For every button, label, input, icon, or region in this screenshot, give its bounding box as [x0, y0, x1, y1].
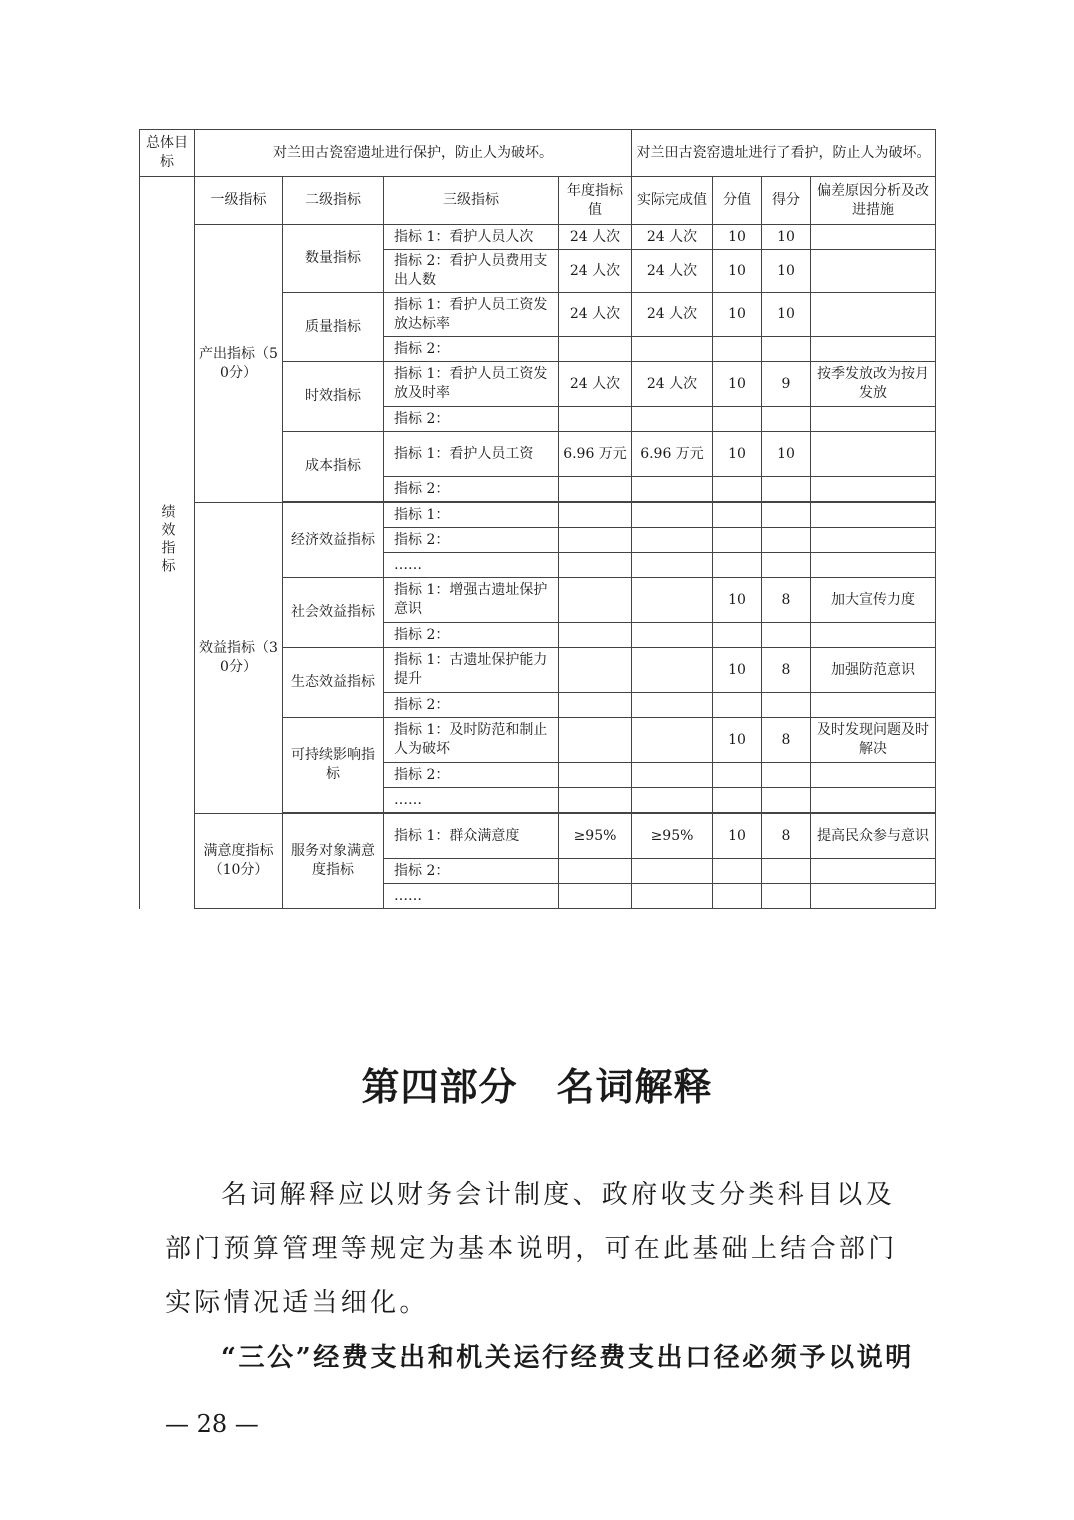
quantity-target-1: 24 人次: [559, 225, 632, 250]
empty-cell: [811, 763, 936, 788]
empty-cell: [632, 884, 713, 909]
header-target: 年度指标值: [559, 177, 632, 225]
service-ind-1: 指标 1：群众满意度: [384, 814, 559, 859]
social-ind-1: 指标 1：增强古遗址保护意识: [384, 578, 559, 623]
empty-cell: [632, 407, 713, 432]
cost-score-1: 10: [762, 432, 811, 477]
empty-cell: [811, 407, 936, 432]
sustainable-ind-2: 指标 2：: [384, 763, 559, 788]
empty-cell: [811, 859, 936, 884]
body-paragraph: 名词解释应以财务会计制度、政府收支分类科目以及部门预算管理等规定为基本说明，可在此基础上结合部门实际情况适当细化。: [165, 1180, 898, 1318]
empty-cell: [559, 553, 632, 578]
cost-actual-1: 6.96 万元: [632, 432, 713, 477]
empty-cell: [762, 693, 811, 718]
empty-cell: [559, 693, 632, 718]
timeliness-ind-1: 指标 1：看护人员工资发放及时率: [384, 362, 559, 407]
empty-cell: [713, 407, 762, 432]
empty-cell: [632, 859, 713, 884]
empty-cell: [713, 763, 762, 788]
quantity-note-1: [811, 225, 936, 250]
service-weight-1: 10: [713, 814, 762, 859]
empty-cell: [762, 337, 811, 362]
empty-cell: [811, 788, 936, 813]
empty-cell: [632, 477, 713, 502]
economic-label: 经济效益指标: [283, 503, 384, 578]
empty-cell: [632, 788, 713, 813]
header-weight: 分值: [713, 177, 762, 225]
quantity-weight-1: 10: [713, 225, 762, 250]
quantity-score-2: 10: [762, 250, 811, 293]
quantity-note-2: [811, 250, 936, 293]
perf-label: 绩效指标: [140, 177, 195, 909]
empty-cell: [559, 859, 632, 884]
empty-cell: [811, 553, 936, 578]
quality-ind-2: 指标 2：: [384, 337, 559, 362]
empty-cell: [811, 528, 936, 553]
service-score-1: 8: [762, 814, 811, 859]
ecological-ind-1: 指标 1：古遗址保护能力提升: [384, 648, 559, 693]
service-actual-1: ≥95%: [632, 814, 713, 859]
quantity-actual-2: 24 人次: [632, 250, 713, 293]
empty-cell: [559, 477, 632, 502]
empty-cell: [811, 884, 936, 909]
service-label: 服务对象满意度指标: [283, 814, 384, 909]
empty-cell: [559, 503, 632, 528]
quality-label: 质量指标: [283, 293, 384, 362]
empty-cell: [559, 623, 632, 648]
empty-cell: [632, 763, 713, 788]
emphasis-line: “三公”经费支出和机关运行经费支出口径必须予以说明: [221, 1343, 914, 1373]
empty-cell: [713, 503, 762, 528]
timeliness-target-1: 24 人次: [559, 362, 632, 407]
empty-cell: [632, 553, 713, 578]
sustainable-weight-1: 10: [713, 718, 762, 763]
service-ind-3: ……: [384, 884, 559, 909]
empty-cell: [713, 884, 762, 909]
timeliness-actual-1: 24 人次: [632, 362, 713, 407]
timeliness-label: 时效指标: [283, 362, 384, 432]
header-score: 得分: [762, 177, 811, 225]
performance-table: [139, 129, 935, 909]
quality-ind-1: 指标 1：看护人员工资发放达标率: [384, 293, 559, 337]
cost-note-1: [811, 432, 936, 477]
quality-note-1: [811, 293, 936, 337]
economic-ind-1: 指标 1：: [384, 503, 559, 528]
goal-planned: 对兰田古瓷窑遗址进行保护，防止人为破坏。: [195, 130, 632, 177]
header-deviation: 偏差原因分析及改进措施: [811, 177, 936, 225]
economic-ind-2: 指标 2：: [384, 528, 559, 553]
cost-weight-1: 10: [713, 432, 762, 477]
sustainable-ind-1: 指标 1：及时防范和制止人为破坏: [384, 718, 559, 763]
empty-cell: [811, 337, 936, 362]
empty-cell: [762, 477, 811, 502]
ecological-weight-1: 10: [713, 648, 762, 693]
goal-label: 总体目标: [140, 130, 195, 177]
empty-cell: [632, 648, 713, 693]
timeliness-weight-1: 10: [713, 362, 762, 407]
quantity-weight-2: 10: [713, 250, 762, 293]
empty-cell: [762, 623, 811, 648]
empty-cell: [559, 578, 632, 623]
empty-cell: [559, 407, 632, 432]
empty-cell: [811, 623, 936, 648]
output-label: 产出指标（50分）: [195, 225, 283, 503]
empty-cell: [713, 337, 762, 362]
empty-cell: [811, 693, 936, 718]
empty-cell: [811, 503, 936, 528]
quantity-score-1: 10: [762, 225, 811, 250]
page-number: — 28 —: [165, 1410, 259, 1438]
quantity-label: 数量指标: [283, 225, 384, 293]
performance-grid: [139, 129, 936, 909]
empty-cell: [713, 553, 762, 578]
empty-cell: [713, 623, 762, 648]
empty-cell: [811, 477, 936, 502]
quality-weight-1: 10: [713, 293, 762, 337]
quality-actual-1: 24 人次: [632, 293, 713, 337]
empty-cell: [559, 884, 632, 909]
empty-cell: [559, 648, 632, 693]
social-weight-1: 10: [713, 578, 762, 623]
empty-cell: [632, 578, 713, 623]
empty-cell: [762, 407, 811, 432]
cost-ind-2: 指标 2：: [384, 477, 559, 502]
cost-label: 成本指标: [283, 432, 384, 502]
sustainable-label: 可持续影响指标: [283, 718, 384, 813]
empty-cell: [762, 788, 811, 813]
economic-ind-3: ……: [384, 553, 559, 578]
satisfaction-label: 满意度指标（10分）: [195, 814, 283, 909]
empty-cell: [713, 528, 762, 553]
ecological-label: 生态效益指标: [283, 648, 384, 718]
header-level1: 一级指标: [195, 177, 283, 225]
empty-cell: [632, 693, 713, 718]
empty-cell: [713, 477, 762, 502]
header-level2: 二级指标: [283, 177, 384, 225]
header-actual: 实际完成值: [632, 177, 713, 225]
timeliness-score-1: 9: [762, 362, 811, 407]
header-level3: 三级指标: [384, 177, 559, 225]
empty-cell: [632, 718, 713, 763]
quantity-actual-1: 24 人次: [632, 225, 713, 250]
social-ind-2: 指标 2：: [384, 623, 559, 648]
goal-actual: 对兰田古瓷窑遗址进行了看护，防止人为破坏。: [632, 130, 936, 177]
timeliness-ind-2: 指标 2：: [384, 407, 559, 432]
social-note-1: 加大宣传力度: [811, 578, 936, 623]
sustainable-score-1: 8: [762, 718, 811, 763]
social-label: 社会效益指标: [283, 578, 384, 648]
ecological-ind-2: 指标 2：: [384, 693, 559, 718]
empty-cell: [559, 788, 632, 813]
empty-cell: [632, 337, 713, 362]
quality-target-1: 24 人次: [559, 293, 632, 337]
benefit-label: 效益指标（30分）: [195, 503, 283, 814]
cost-ind-1: 指标 1：看护人员工资: [384, 432, 559, 477]
empty-cell: [713, 693, 762, 718]
quantity-ind-2: 指标 2：看护人员费用支出人数: [384, 250, 559, 293]
empty-cell: [762, 859, 811, 884]
social-score-1: 8: [762, 578, 811, 623]
empty-cell: [632, 623, 713, 648]
quality-score-1: 10: [762, 293, 811, 337]
empty-cell: [632, 528, 713, 553]
empty-cell: [762, 528, 811, 553]
empty-cell: [713, 788, 762, 813]
quantity-target-2: 24 人次: [559, 250, 632, 293]
ecological-note-1: 加强防范意识: [811, 648, 936, 693]
empty-cell: [762, 553, 811, 578]
ecological-score-1: 8: [762, 648, 811, 693]
service-ind-2: 指标 2：: [384, 859, 559, 884]
empty-cell: [713, 859, 762, 884]
section-title: 第四部分 名词解释: [361, 1064, 713, 1109]
service-target-1: ≥95%: [559, 814, 632, 859]
empty-cell: [559, 763, 632, 788]
empty-cell: [559, 337, 632, 362]
empty-cell: [762, 884, 811, 909]
empty-cell: [632, 503, 713, 528]
quantity-ind-1: 指标 1：看护人员人次: [384, 225, 559, 250]
timeliness-note-1: 按季发放改为按月发放: [811, 362, 936, 407]
service-note-1: 提高民众参与意识: [811, 814, 936, 859]
empty-cell: [559, 718, 632, 763]
sustainable-note-1: 及时发现问题及时解决: [811, 718, 936, 763]
empty-cell: [762, 763, 811, 788]
cost-target-1: 6.96 万元: [559, 432, 632, 477]
empty-cell: [559, 528, 632, 553]
sustainable-ind-3: ……: [384, 788, 559, 813]
empty-cell: [762, 503, 811, 528]
